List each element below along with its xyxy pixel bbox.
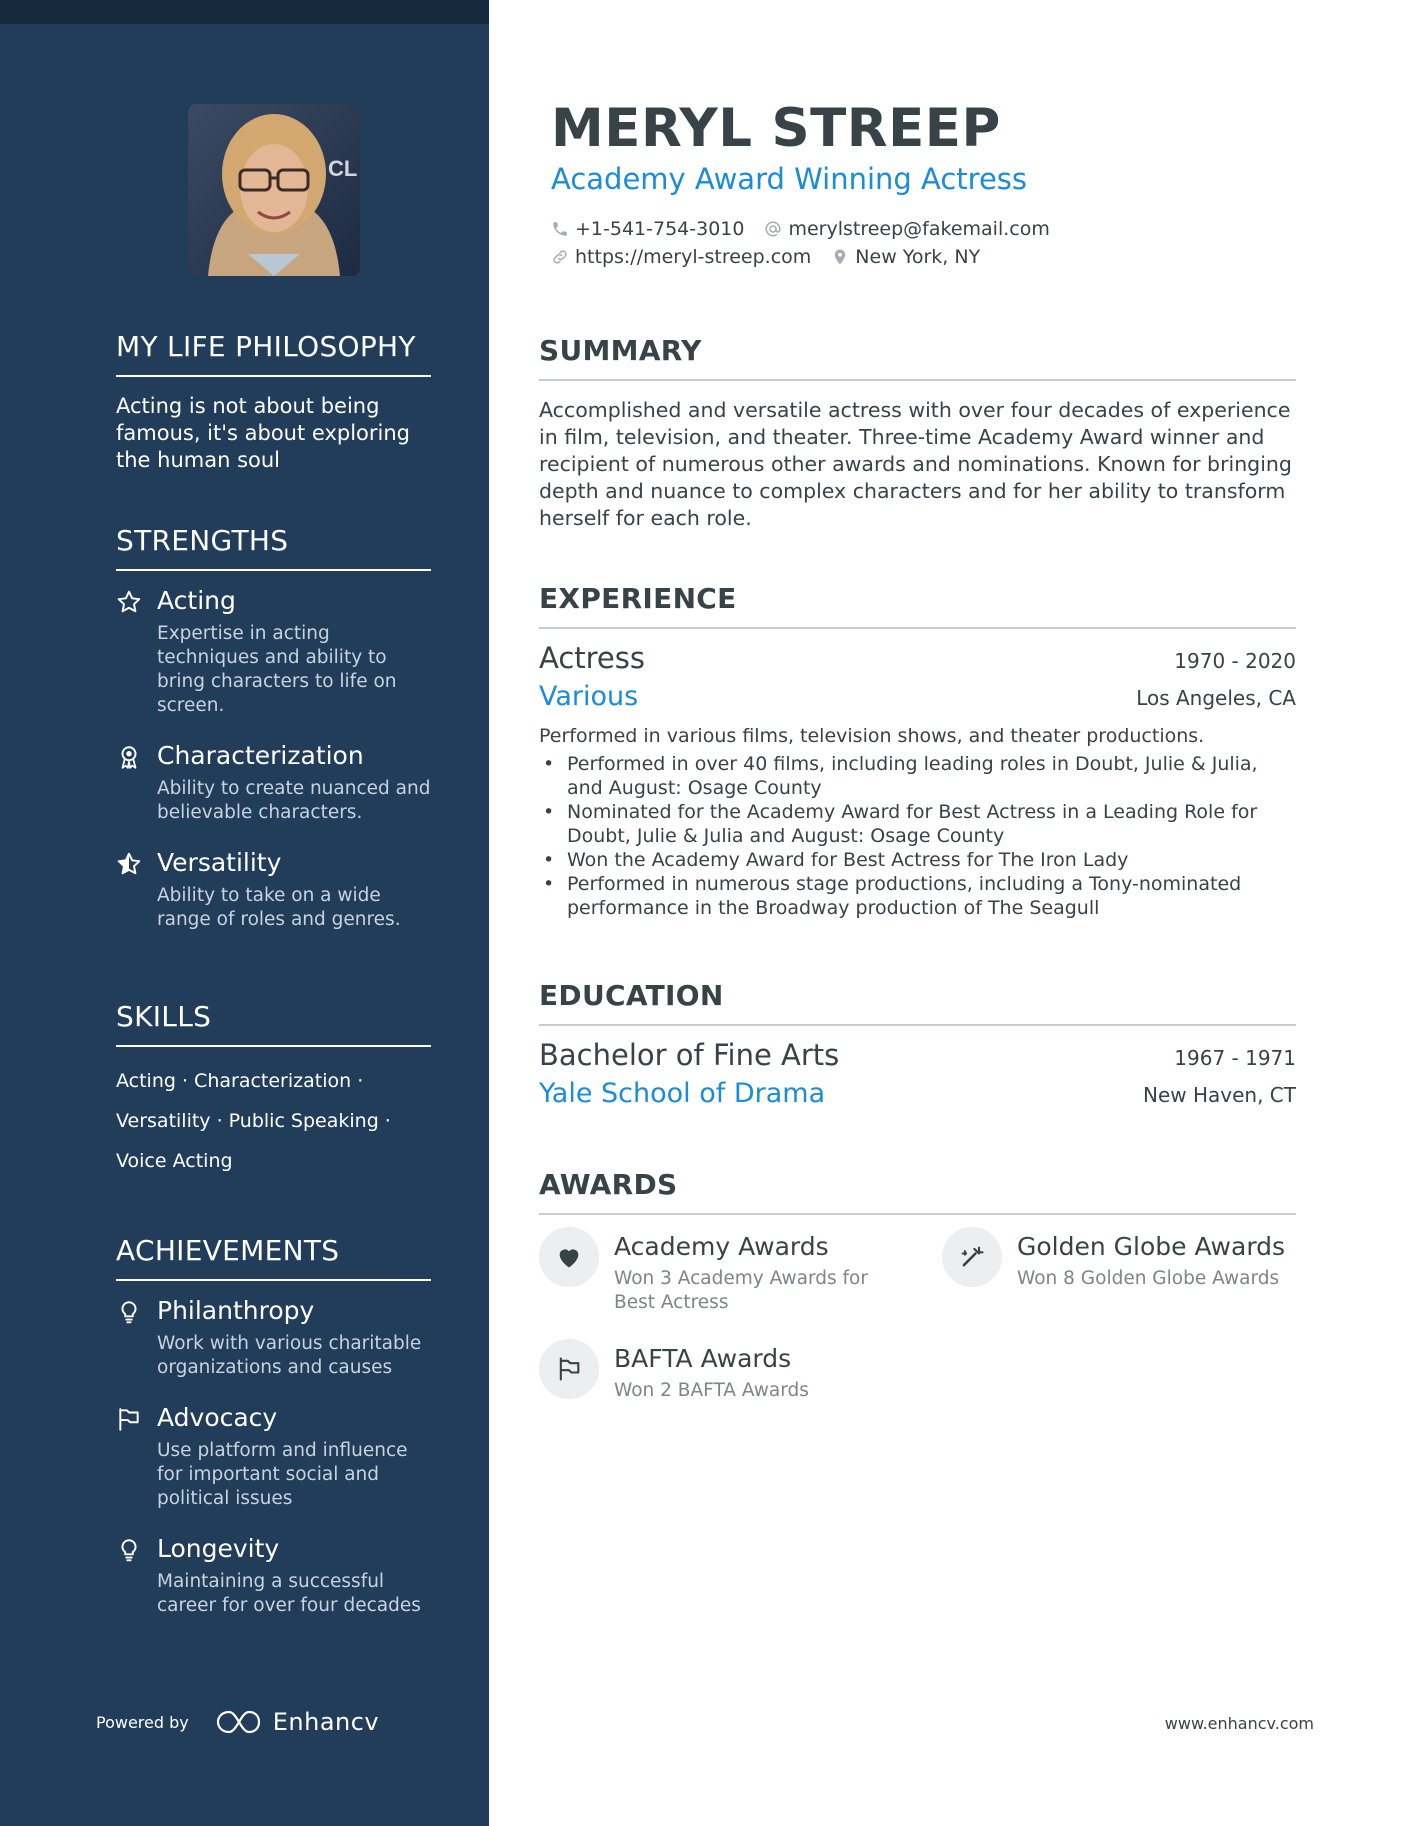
strengths-section — [116, 524, 431, 932]
powered-by-label: Powered by — [96, 1712, 189, 1732]
footer-url[interactable]: www.enhancv.com — [1164, 1714, 1314, 1733]
star-half-icon — [116, 851, 142, 877]
website-text: https://meryl-streep.com — [575, 246, 812, 268]
education-degree: Bachelor of Fine Arts — [539, 1038, 840, 1072]
enhancv-logo-icon — [215, 1708, 263, 1736]
strength-desc: Expertise in acting techniques and ability to bring characters to life on screen. — [157, 623, 397, 716]
strength-desc: Ability to create nuanced and believable characters. — [157, 778, 431, 823]
award-item — [539, 1227, 909, 1315]
education-subheader — [539, 1078, 1296, 1109]
education-school: Yale School of Drama — [539, 1078, 826, 1109]
experience-bullet: • Performed in over 40 films, including leading roles in Doubt, Julie & Julia, and August: Osage County — [539, 752, 1296, 800]
award-item — [539, 1339, 909, 1403]
achievement-title: Advocacy — [157, 1403, 278, 1432]
contact-email[interactable] — [764, 218, 1049, 240]
achievement-desc: Maintaining a successful career for over four decades — [157, 1571, 421, 1616]
summary-section — [539, 334, 1296, 532]
award-title: BAFTA Awards — [614, 1344, 792, 1373]
achievement-item — [116, 1295, 431, 1380]
contact-location — [831, 246, 980, 268]
location-pin-icon — [831, 248, 849, 266]
awards-section — [539, 1168, 1296, 1427]
skills-title: SKILLS — [116, 1000, 431, 1047]
location-text: New York, NY — [855, 246, 981, 268]
heart-icon — [539, 1227, 599, 1287]
strength-desc: Ability to take on a wide range of roles and genres. — [157, 885, 401, 930]
experience-bullet: • Nominated for the Academy Award for Best Actress in a Leading Role for Doubt, Julie & Julia and August: Osage County — [539, 800, 1296, 848]
experience-bullet: • Performed in numerous stage productions, including a Tony-nominated performance in the Broadway production of The Seagull — [539, 872, 1296, 920]
at-icon — [764, 220, 782, 238]
philosophy-section — [116, 330, 431, 474]
contact-website[interactable] — [551, 246, 811, 268]
svg-text:CL: CL — [328, 156, 358, 181]
strength-title: Versatility — [157, 848, 282, 877]
achievement-title: Longevity — [157, 1534, 280, 1563]
star-outline-icon — [116, 589, 142, 615]
link-icon — [551, 248, 569, 266]
sidebar-top-bar — [0, 0, 489, 24]
wand-icon — [942, 1227, 1002, 1287]
skills-line: Versatility · Public Speaking · — [116, 1110, 391, 1132]
education-title: EDUCATION — [539, 979, 1296, 1026]
education-location: New Haven, CT — [1143, 1083, 1296, 1107]
contact-phone[interactable] — [551, 218, 744, 240]
skills-line: Voice Acting — [116, 1150, 233, 1172]
achievement-desc: Work with various charitable organizations and causes — [157, 1333, 422, 1378]
strengths-title: STRENGTHS — [116, 524, 431, 571]
contact-row — [551, 246, 1000, 268]
lightbulb-icon — [116, 1537, 142, 1563]
phone-icon — [551, 220, 569, 238]
experience-dates: 1970 - 2020 — [1174, 649, 1296, 673]
experience-description: Performed in various films, television shows, and theater productions. — [539, 725, 1205, 747]
achievements-title: ACHIEVEMENTS — [116, 1234, 431, 1281]
achievement-desc: Use platform and influence for important social and political issues — [157, 1440, 408, 1509]
phone-text: +1-541-754-3010 — [575, 218, 745, 240]
enhancv-brand[interactable]: Enhancv — [272, 1708, 380, 1736]
experience-role: Actress — [539, 641, 645, 675]
award-title: Golden Globe Awards — [1017, 1232, 1286, 1261]
experience-title: EXPERIENCE — [539, 582, 1296, 629]
candidate-name: MERYL STREEP — [551, 98, 1001, 159]
strength-item — [116, 847, 431, 932]
candidate-headline: Academy Award Winning Actress — [551, 162, 1028, 196]
email-text: merylstreep@fakemail.com — [788, 218, 1050, 240]
education-header — [539, 1038, 1296, 1072]
flag-icon — [116, 1406, 142, 1432]
profile-photo — [188, 104, 360, 276]
awards-grid — [539, 1227, 1296, 1427]
strength-item — [116, 740, 431, 825]
education-dates: 1967 - 1971 — [1174, 1046, 1296, 1070]
achievements-section — [116, 1234, 431, 1618]
awards-title: AWARDS — [539, 1168, 1296, 1215]
experience-bullets — [539, 752, 1296, 920]
education-section — [539, 979, 1296, 1109]
philosophy-title: MY LIFE PHILOSOPHY — [116, 330, 431, 377]
experience-org: Various — [539, 681, 639, 712]
skills-section — [116, 1000, 431, 1181]
award-title: Academy Awards — [614, 1232, 829, 1261]
experience-bullet: • Won the Academy Award for Best Actress for The Iron Lady — [539, 848, 1296, 872]
award-desc: Won 3 Academy Awards for Best Actress — [614, 1268, 868, 1313]
experience-subheader — [539, 681, 1296, 712]
sidebar — [0, 0, 489, 1826]
experience-section — [539, 582, 1296, 920]
strength-title: Acting — [157, 586, 236, 615]
award-item — [942, 1227, 1312, 1291]
summary-title: SUMMARY — [539, 334, 1296, 381]
powered-by — [96, 1708, 379, 1736]
flag-icon — [539, 1339, 599, 1399]
ribbon-icon — [116, 744, 142, 770]
contact-row — [551, 218, 1070, 240]
strength-title: Characterization — [157, 741, 364, 770]
strength-item — [116, 585, 431, 718]
summary-text: Accomplished and versatile actress with over four decades of experience in film, television, and theater. Three-time Academy Award winner and recipient of numerous other awards and nominations. Known for bringing depth and nuance to complex characters and for her ability to transform herself for each role. — [539, 398, 1292, 530]
main-content — [489, 0, 1410, 1826]
achievement-item — [116, 1402, 431, 1511]
experience-location: Los Angeles, CA — [1136, 686, 1296, 710]
achievement-item — [116, 1533, 431, 1618]
skills-line: Acting · Characterization · — [116, 1070, 364, 1092]
achievement-title: Philanthropy — [157, 1296, 315, 1325]
philosophy-text: Acting is not about being famous, it's about exploring the human soul — [116, 394, 410, 472]
lightbulb-icon — [116, 1299, 142, 1325]
experience-header — [539, 641, 1296, 675]
skills-list — [116, 1061, 431, 1181]
award-desc: Won 2 BAFTA Awards — [614, 1380, 809, 1401]
award-desc: Won 8 Golden Globe Awards — [1017, 1268, 1280, 1289]
